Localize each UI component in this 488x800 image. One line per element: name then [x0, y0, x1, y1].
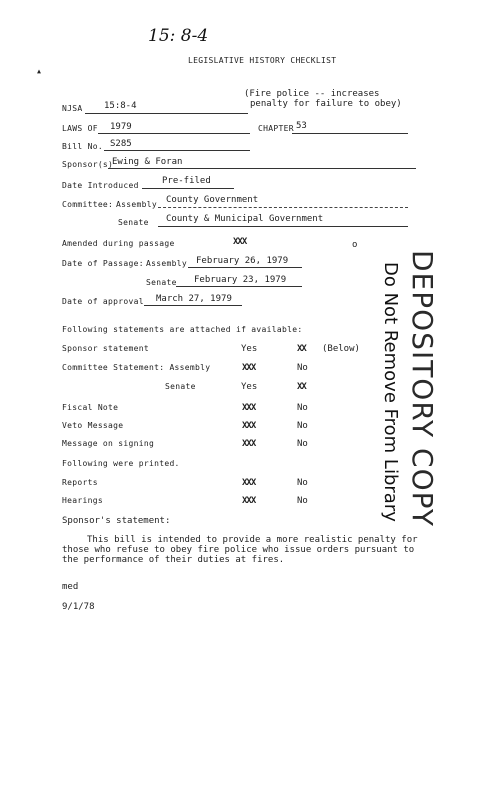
printed-header: Following were printed. [62, 459, 180, 468]
approval-label: Date of approval [62, 297, 144, 306]
committee-label: Committee: [62, 200, 114, 209]
statement-no-veto-message: No [297, 421, 308, 431]
passage-label: Date of Passage: [62, 259, 144, 268]
statement-yes-committee-senate: Yes [241, 382, 258, 392]
passage-senate-underline [176, 286, 302, 287]
passage-senate-label: Senate [146, 278, 177, 287]
njsa-value: 15:8-4 [104, 101, 137, 111]
approval-value: March 27, 1979 [156, 294, 232, 304]
sponsor-underline [108, 168, 416, 169]
chapter-value: 53 [296, 121, 307, 131]
sponsor-statement-line-2: those who refuse to obey fire police who issue orders pursuant to [62, 545, 415, 555]
passage-assembly-label: Assembly [146, 259, 187, 268]
statement-yes-committee-assembly: XXX [242, 363, 256, 373]
passage-assembly-underline [188, 267, 302, 268]
approval-underline [144, 305, 242, 306]
statement-yes-fiscal-note: XXX [242, 403, 256, 413]
laws-underline [98, 133, 250, 134]
committee-assembly-value: County Government [166, 195, 259, 205]
statement-no-fiscal-note: No [297, 403, 308, 413]
statement-extra-sponsor: (Below) [322, 344, 360, 354]
statement-yes-sponsor: Yes [241, 344, 258, 354]
introduced-value: Pre-filed [162, 176, 211, 186]
statements-header: Following statements are attached if available: [62, 325, 303, 334]
printed-label-reports: Reports [62, 478, 98, 487]
njsa-label: NJSA [62, 104, 83, 113]
laws-label: LAWS OF [62, 124, 98, 133]
printed-yes-reports: XXX [242, 478, 256, 488]
statement-no-message-on-signing: No [297, 439, 308, 449]
footer-date: 9/1/78 [62, 602, 95, 612]
committee-senate-label: Senate [118, 218, 149, 227]
printed-label-hearings: Hearings [62, 496, 103, 505]
introduced-label: Date Introduced [62, 181, 139, 190]
note-line-2: penalty for failure to obey) [250, 99, 402, 109]
handwritten-number: 15: 8-4 [148, 26, 209, 46]
sponsor-statement-line-1: This bill is intended to provide a more realistic penalty for [87, 535, 418, 545]
bill-label: Bill No. [62, 142, 103, 151]
statement-no-sponsor: XX [297, 344, 306, 354]
note-line-1: (Fire police -- increases [244, 89, 380, 99]
bill-underline [104, 150, 250, 151]
document-title: LEGISLATIVE HISTORY CHECKLIST [188, 56, 337, 65]
printed-no-hearings: No [297, 496, 308, 506]
printed-no-reports: No [297, 478, 308, 488]
sponsor-label: Sponsor(s) [62, 160, 114, 169]
passage-senate-value: February 23, 1979 [194, 275, 287, 285]
statement-label-message-on-signing: Message on signing [62, 439, 155, 448]
njsa-underline [85, 113, 248, 114]
statement-label-committee-senate: Senate [165, 382, 196, 391]
statement-label-sponsor: Sponsor statement [62, 344, 149, 353]
sponsor-value: Ewing & Foran [112, 157, 183, 167]
laws-value: 1979 [110, 122, 132, 132]
amended-no: o [352, 240, 358, 250]
margin-mark-icon: ▴ [36, 66, 43, 77]
depository-copy-stamp: DEPOSITORY COPY [406, 250, 439, 527]
introduced-underline [142, 188, 234, 189]
amended-mark: XXX [233, 237, 247, 247]
committee-senate-underline [158, 226, 408, 227]
bill-value: S285 [110, 139, 132, 149]
statement-label-committee-assembly: Committee Statement: Assembly [62, 363, 211, 372]
passage-assembly-value: February 26, 1979 [196, 256, 289, 266]
sponsor-statement-line-3: the performance of their duties at fires. [62, 555, 285, 565]
statement-no-committee-senate: XX [297, 382, 306, 392]
chapter-underline [292, 133, 408, 134]
statement-no-committee-assembly: No [297, 363, 308, 373]
statement-label-fiscal-note: Fiscal Note [62, 403, 119, 412]
sponsor-statement-label: Sponsor's statement: [62, 516, 171, 526]
committee-senate-value: County & Municipal Government [166, 214, 324, 224]
amended-label: Amended during passage [62, 239, 175, 248]
committee-assembly-underline [158, 207, 408, 208]
initials: med [62, 582, 79, 592]
committee-assembly-label: Assembly [116, 200, 157, 209]
statement-yes-veto-message: XXX [242, 421, 256, 431]
statement-label-veto-message: Veto Message [62, 421, 124, 430]
statement-yes-message-on-signing: XXX [242, 439, 256, 449]
do-not-remove-stamp: Do Not Remove From Library [380, 262, 401, 522]
printed-yes-hearings: XXX [242, 496, 256, 506]
chapter-label: CHAPTER [258, 124, 294, 133]
